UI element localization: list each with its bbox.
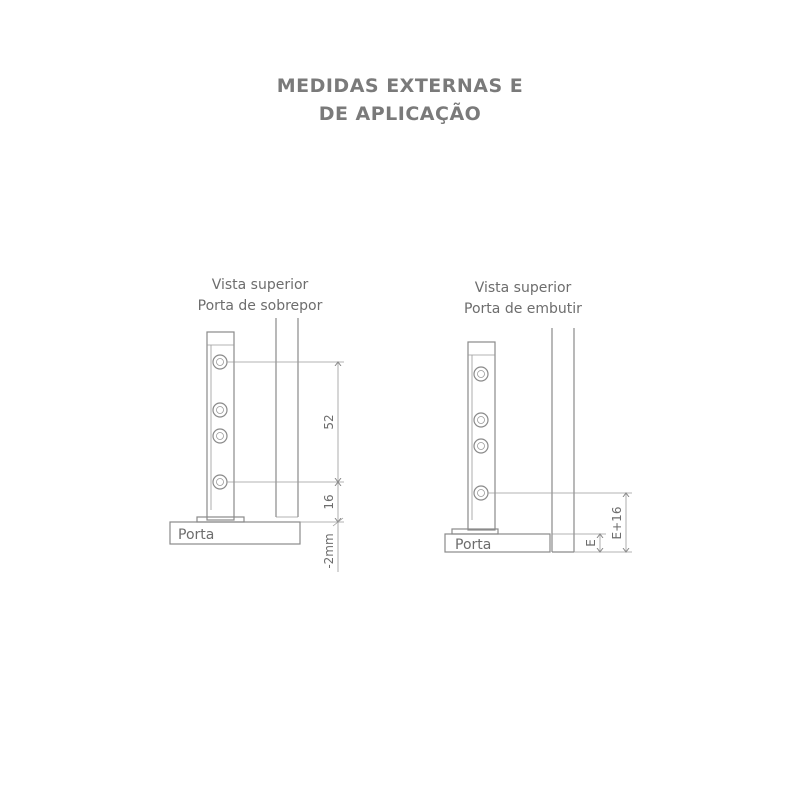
- right-door-label: Porta: [455, 537, 492, 553]
- screw-icon: [474, 486, 488, 500]
- title-line-1: MEDIDAS EXTERNAS E: [276, 75, 524, 97]
- dim-label-offset: 16: [322, 494, 336, 510]
- left-caption-line-2: Porta de sobrepor: [197, 298, 323, 314]
- screw-icon: [474, 439, 488, 453]
- right-view: [445, 328, 632, 553]
- left-hinge-screws: [213, 355, 227, 489]
- right-hinge-screws: [474, 367, 488, 500]
- right-caption-line-1: Vista superior: [474, 280, 572, 296]
- screw-icon: [213, 355, 227, 369]
- screw-icon: [474, 367, 488, 381]
- dim-label-e16: E+16: [610, 506, 624, 540]
- screw-icon: [213, 429, 227, 443]
- dim-label-e: E: [584, 539, 598, 547]
- left-view: [170, 318, 344, 572]
- left-caption-line-1: Vista superior: [211, 277, 309, 293]
- left-door-label: Porta: [178, 527, 215, 543]
- dim-label-spacing: 52: [322, 414, 336, 430]
- right-caption-line-2: Porta de embutir: [464, 301, 582, 317]
- screw-icon: [213, 403, 227, 417]
- title-line-2: DE APLICAÇÃO: [318, 103, 482, 125]
- screw-icon: [474, 413, 488, 427]
- dim-label-thickness: -2mm: [322, 533, 336, 569]
- screw-icon: [213, 475, 227, 489]
